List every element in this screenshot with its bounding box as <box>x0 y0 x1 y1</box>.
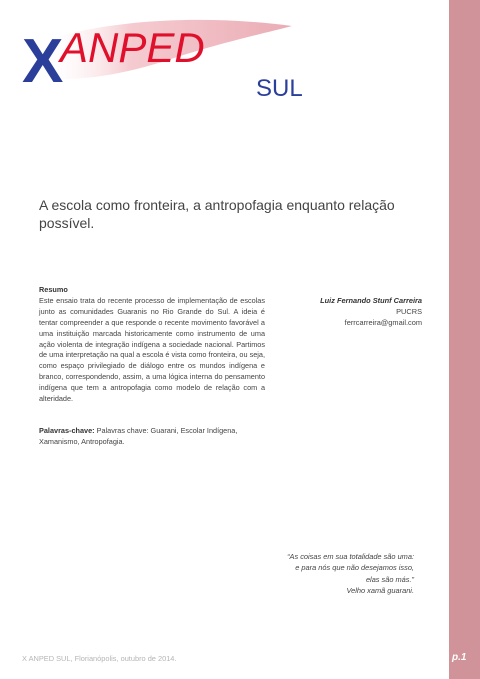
abstract-label: Resumo <box>39 285 68 294</box>
footer-text: X ANPED SUL, Florianópolis, outubro de 2014. <box>22 654 177 663</box>
author-email: ferrcarreira@gmail.com <box>344 318 422 327</box>
article-title: A escola como fronteira, a antropofagia enquanto relação possível. <box>39 197 395 231</box>
abstract-section <box>39 285 265 405</box>
logo-word: ANPED <box>60 24 205 71</box>
logo-sub: SUL <box>256 75 303 102</box>
anped-sul-logo <box>22 12 322 104</box>
keywords-text: Palavras chave: Guarani, Escolar Indígena, Xamanismo, Antropofagia. <box>39 426 238 446</box>
quote-attribution: Velho xamã guarani. <box>346 586 414 596</box>
author-block <box>300 295 422 328</box>
abstract-text: Este ensaio trata do recente processo de implementação de escolas junto as comunidades Guaranis no Rio Grande do Sul. A ideia é tentar compreender a que responde o recente movimento favorável a uma instituição marcada historicamente como instrumento de uma ação violenta de integração indígena a sociedade nacional. Partimos de uma interpretação na qual a escola é vista como fronteira, ou seja, como espaço privilegiado de diálogo entre os mundos indígena e branco, correspondendo, assim, a uma lógica interna do pensamento indígena que tem a antropofagia como modelo de relação com a alteridade. <box>39 295 265 404</box>
author-institution: PUCRS <box>396 307 422 316</box>
epigraph-quote <box>250 551 414 597</box>
keywords-label: Palavras-chave: <box>39 426 95 435</box>
quote-line-3: elas são más.” <box>365 574 414 584</box>
quote-line-2: e para nós que não desejamos isso, <box>295 563 414 573</box>
logo-letter-x: X <box>22 27 64 96</box>
side-color-bar <box>449 0 480 679</box>
keywords-section <box>39 425 265 447</box>
author-name: Luiz Fernando Stunf Carreira <box>320 296 422 305</box>
quote-line-1: “As coisas em sua totalidade são uma: <box>287 552 414 561</box>
page-number: p.1 <box>452 652 467 663</box>
